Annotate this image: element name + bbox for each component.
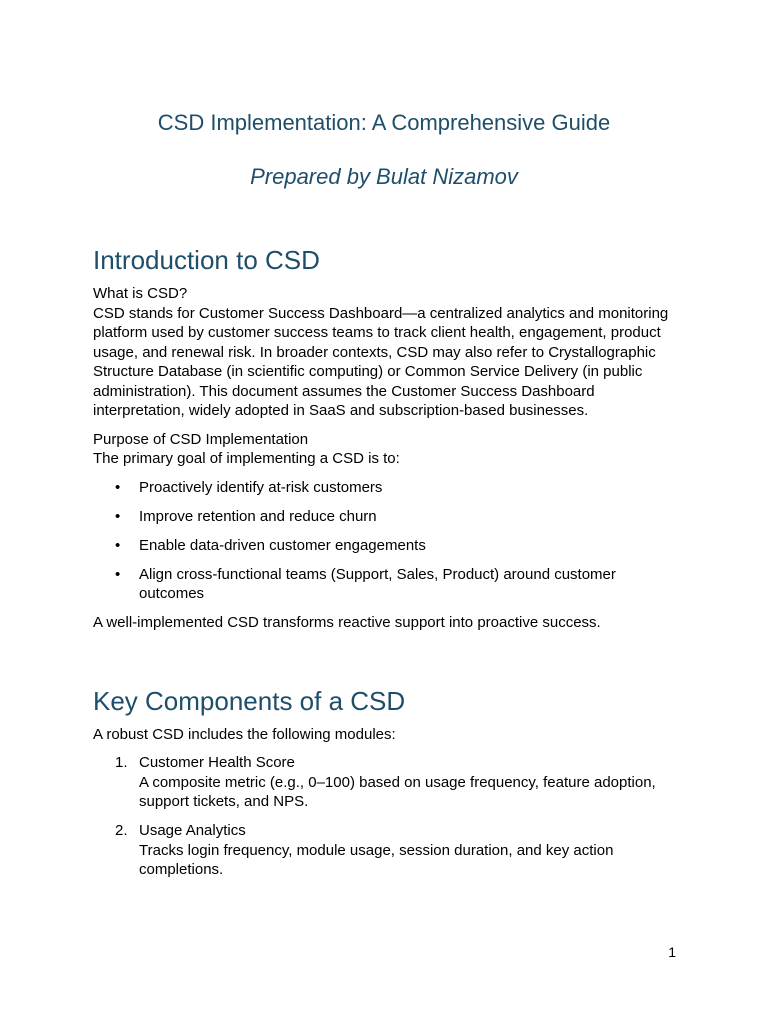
list-item	[93, 536, 683, 556]
list-item-text: Align cross-functional teams (Support, Sales, Product) around customer outcomes	[139, 565, 616, 602]
components-list	[93, 753, 683, 880]
list-item-text: Improve retention and reduce churn	[139, 507, 377, 525]
list-item	[93, 821, 683, 880]
list-item	[93, 507, 683, 527]
document-title: CSD Implementation: A Comprehensive Guide	[157, 110, 611, 135]
intro-section	[93, 242, 683, 633]
list-item-number: 1.	[115, 754, 128, 771]
what-is-csd-block	[93, 284, 683, 421]
document-body	[93, 242, 683, 889]
intro-closing-text: A well-implemented CSD transforms reactive support into proactive success.	[93, 614, 601, 631]
list-item-title: Usage Analytics	[139, 822, 246, 839]
list-item	[93, 478, 683, 498]
list-item-description: Tracks login frequency, module usage, session duration, and key action completions.	[139, 841, 614, 878]
bullet-icon: •	[115, 478, 121, 496]
purpose-label: Purpose of CSD Implementation	[93, 430, 309, 448]
goals-list	[93, 478, 683, 604]
components-lead-text: A robust CSD includes the following modules:	[93, 725, 396, 743]
list-item-text: Enable data-driven customer engagements	[139, 536, 426, 554]
what-is-csd-label: What is CSD?	[93, 285, 188, 302]
section-heading-introduction: Introduction to CSD	[93, 245, 320, 275]
section-heading-key-components: Key Components of a CSD	[93, 685, 406, 716]
list-item	[93, 753, 683, 812]
purpose-text: The primary goal of implementing a CSD is to:	[93, 450, 400, 467]
bullet-icon: •	[115, 565, 121, 583]
purpose-block	[93, 430, 683, 604]
what-is-csd-text: CSD stands for Customer Success Dashboard—a centralized analytics and monitoring platform used by customer success teams to track client health, engagement, product usage, and renewal risk. In broader contexts, CSD may also refer to Crystallographic Structure Database (in scientific computing) or Common Service Delivery (in public administration). This document assumes the Customer Success Dashboard interpretation, widely adopted in SaaS and subscription-based businesses.	[93, 304, 669, 419]
key-components-section	[93, 683, 683, 880]
bullet-icon: •	[115, 507, 121, 525]
document-subtitle: Prepared by Bulat Nizamov	[250, 164, 518, 189]
list-item	[93, 565, 683, 604]
page-number: 1	[668, 944, 676, 960]
bullet-icon: •	[115, 536, 121, 554]
list-item-description: A composite metric (e.g., 0–100) based on usage frequency, feature adoption, support tickets, and NPS.	[139, 773, 656, 810]
list-item-text: Proactively identify at-risk customers	[139, 478, 383, 496]
list-item-number: 2.	[115, 822, 128, 839]
list-item-title: Customer Health Score	[139, 754, 295, 771]
